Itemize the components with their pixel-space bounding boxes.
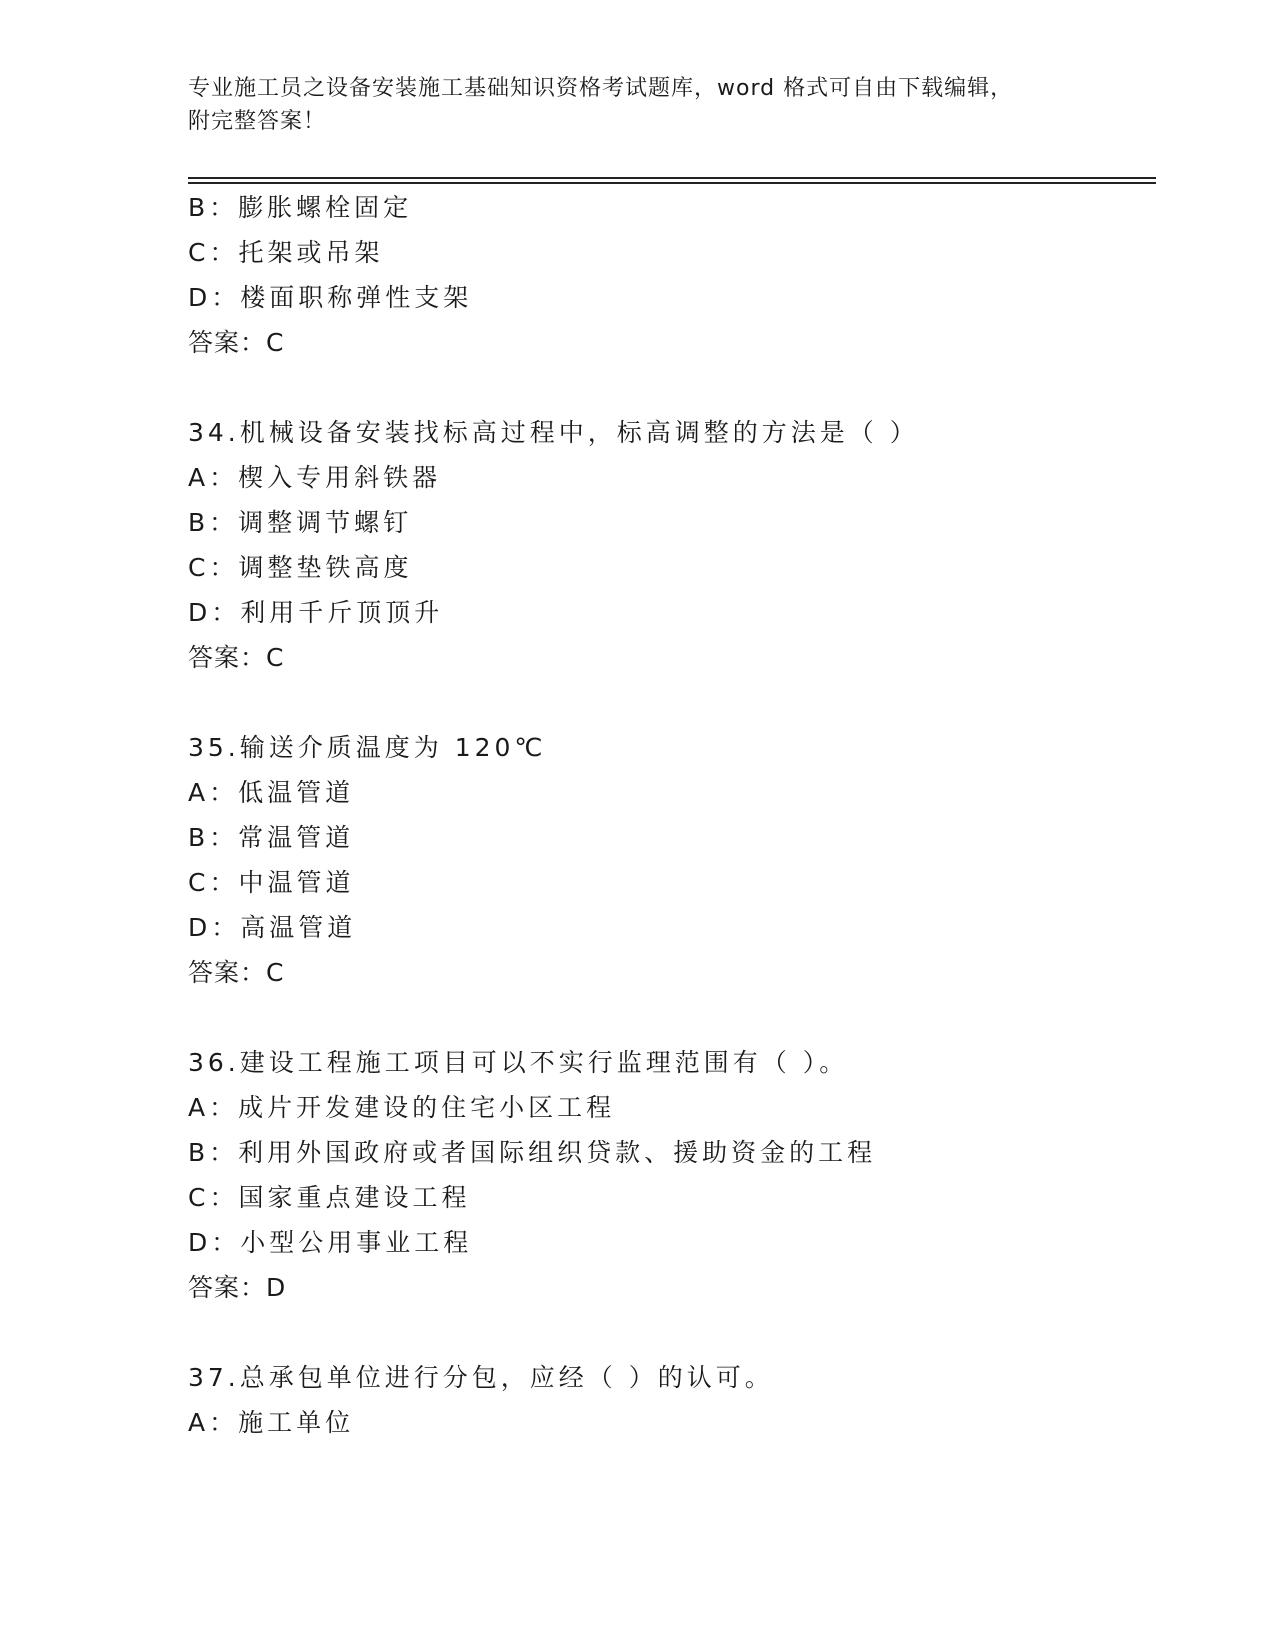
q36-option-c: C：国家重点建设工程	[188, 1183, 471, 1212]
q34-answer: 答案：C	[188, 643, 285, 672]
q37-option-a: A：施工单位	[188, 1408, 355, 1437]
q36-answer: 答案：D	[188, 1273, 287, 1302]
q34-question: 34.机械设备安装找标高过程中，标高调整的方法是（ ）	[188, 418, 919, 447]
header-divider-bottom	[188, 182, 1156, 184]
q36-question: 36.建设工程施工项目可以不实行监理范围有（ ）。	[188, 1048, 849, 1077]
q33-answer: 答案：C	[188, 328, 285, 357]
q36-option-b: B：利用外国政府或者国际组织贷款、援助资金的工程	[188, 1138, 877, 1167]
q35-question: 35.输送介质温度为 120℃	[188, 733, 547, 762]
q37-question: 37.总承包单位进行分包，应经（ ）的认可。	[188, 1363, 774, 1392]
q35-option-d: D：高温管道	[188, 913, 357, 942]
q33-option-c: C：托架或吊架	[188, 238, 384, 267]
document-header	[188, 72, 1088, 138]
q35-option-a: A：低温管道	[188, 778, 355, 807]
header-line-2: 附完整答案！	[188, 109, 327, 134]
q34-option-d: D：利用千斤顶顶升	[188, 598, 444, 627]
q34-option-b: B：调整调节螺钉	[188, 508, 413, 537]
q34-option-c: C：调整垫铁高度	[188, 553, 413, 582]
q34-option-a: A：楔入专用斜铁器	[188, 463, 442, 492]
q35-option-c: C：中温管道	[188, 868, 355, 897]
q33-option-b: B：膨胀螺栓固定	[188, 193, 413, 222]
q35-answer: 答案：C	[188, 958, 285, 987]
q36-option-d: D：小型公用事业工程	[188, 1228, 473, 1257]
q33-option-d: D：楼面职称弹性支架	[188, 283, 473, 312]
header-divider-top	[188, 177, 1156, 179]
header-line-1: 专业施工员之设备安装施工基础知识资格考试题库，word 格式可自由下载编辑，	[188, 76, 1014, 101]
q36-option-a: A：成片开发建设的住宅小区工程	[188, 1093, 616, 1122]
q35-option-b: B：常温管道	[188, 823, 355, 852]
